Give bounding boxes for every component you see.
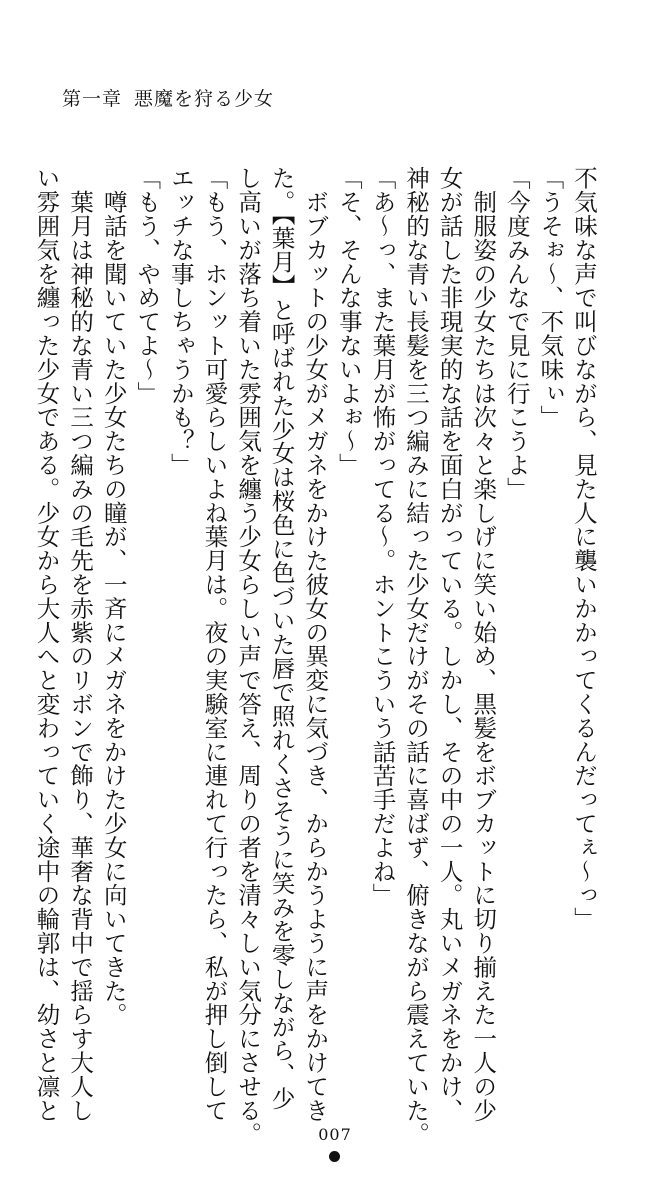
- text-line: 不気味な声で叫びながら、見た人に襲いかかってくるんだってぇ～っ」: [570, 166, 598, 931]
- text-line: 「今度みんなで見に行こうよ」: [502, 166, 531, 501]
- chapter-number: 第一章: [62, 88, 123, 110]
- text-line: し高いが落ち着いた雰囲気を纏う少女らしい声で答え、周りの者を清々しい気分にさせる。: [234, 166, 263, 1146]
- running-head: [62, 84, 274, 111]
- text-line: 「うそぉ～、不気味ぃ」: [536, 166, 565, 429]
- page-number: 007: [318, 1125, 352, 1144]
- text-line: 女が話した非現実的な話を面白がっている。しかし、その中の一人。丸いメガネをかけ、: [435, 166, 464, 1122]
- text-line: い雰囲気を纏った少女である。少女から大人へと変わっていく途中の輪郭は、幼さと凛と: [32, 166, 61, 1122]
- text-line: 神秘的な青い長髪を三つ編みに結った少女だけがその話に喜ばず、俯きながら震えていた。: [402, 166, 431, 1146]
- text-line: 「あ～っ、また葉月が怖がってる～。ホントこういう話苦手だよね」: [368, 166, 397, 907]
- text-line: た。【葉月】と呼ばれた少女は桜色に色づいた唇で照れくさそうに笑みを零しながら、少: [267, 166, 296, 1111]
- text-line: 「もう、ホンット可愛らしいよね葉月は。夜の実験室に連れて行ったら、私が押し倒して: [200, 166, 229, 1122]
- text-line: 噂話を聞いていた少女たちの瞳が、一斉にメガネをかけた少女に向いてきた。: [99, 166, 128, 1027]
- text-line: ボブカットの少女がメガネをかけた彼女の異変に気づき、からかうように声をかけてき: [301, 166, 330, 1122]
- text-line: 葉月は神秘的な青い三つ編みの毛先を赤紫のリボンで飾り、華奢な背中で揺らす大人し: [66, 166, 95, 1122]
- page-marker-dot: [329, 1151, 340, 1162]
- text-line: 「もう、やめてよ～」: [133, 166, 162, 405]
- chapter-title: 悪魔を狩る少女: [134, 88, 275, 110]
- text-line: 制服姿の少女たちは次々と楽しげに笑い始め、黒髪をボブカットに切り揃えた一人の少: [469, 166, 498, 1122]
- text-line: 「そ、そんな事ないよぉ～」: [334, 166, 363, 477]
- text-line: エッチな事しちゃうかも？」: [166, 166, 195, 477]
